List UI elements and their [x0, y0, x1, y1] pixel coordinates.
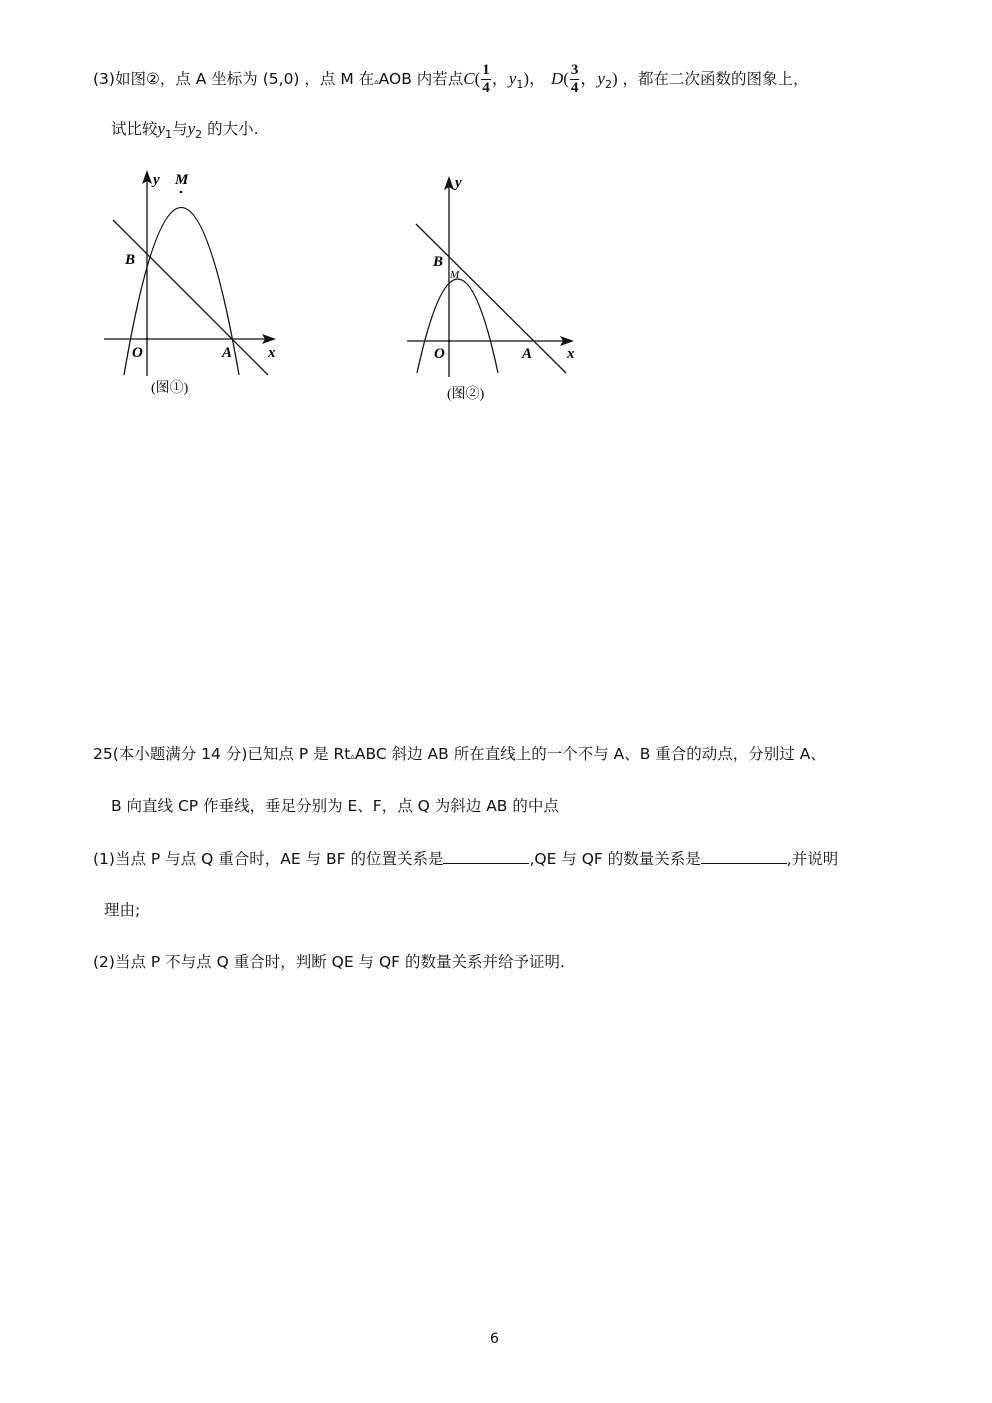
- point-d-y: y: [597, 69, 605, 88]
- label-a: A: [222, 345, 233, 361]
- question3-prefix: (3)如图②，点 A 坐标为 (5,0) ，点 M 在: [93, 70, 375, 88]
- y1-symbol: y: [157, 119, 166, 138]
- question3-suffix: ，都在二次函数的图象上，: [622, 70, 809, 88]
- label-y: y: [153, 172, 160, 188]
- label-m: M: [175, 172, 189, 188]
- part2: (2)当点 P 不与点 Q 重合时，判断 QE 与 QF 的数量关系并给予证明.: [93, 953, 565, 971]
- label-m: M: [450, 269, 460, 281]
- line2-suffix: 的大小.: [207, 120, 259, 138]
- q25-line2: B 向直线 CP 作垂线，垂足分别为 E、F，点 Q 为斜边 AB 的中点: [111, 797, 559, 815]
- y2-sub: 2: [195, 128, 203, 142]
- q25-line1-b: ABC 斜边 AB 所在直线上的一个不与 A、B 重合的动点，分别过 A、: [354, 745, 826, 763]
- figure-1-caption: (图①): [151, 381, 189, 396]
- line2-mid: 与: [172, 120, 188, 138]
- figure-1: [0, 0, 992, 420]
- answer-blank-position[interactable]: [443, 847, 529, 864]
- question25-part1: [93, 847, 838, 870]
- label-x: x: [268, 345, 276, 361]
- question25-line2: [111, 795, 559, 817]
- fraction-denominator: 4: [482, 80, 490, 96]
- label-x: x: [567, 346, 575, 362]
- part1-c: ,并说明: [786, 850, 839, 868]
- label-b: B: [433, 254, 444, 270]
- part1-line2: 理由;: [104, 901, 141, 919]
- point-o-dot: [146, 338, 149, 341]
- fraction-denominator: 4: [570, 80, 579, 96]
- point-m-dot: [180, 191, 183, 194]
- question3-after-triangle: AOB 内若点: [378, 70, 464, 88]
- question25-part1-line2: [104, 899, 140, 921]
- triangle-symbol: ▵: [350, 752, 355, 762]
- question25-part2: [93, 951, 565, 973]
- line2-prefix: 试比较: [111, 120, 158, 138]
- y2-symbol: y: [187, 119, 196, 138]
- point-d-label: D: [550, 69, 564, 88]
- fraction-numerator: 1: [482, 62, 490, 78]
- fraction-numerator: 3: [570, 62, 579, 78]
- question3-line1: (3)如图②，点 A 坐标为 (5,0) ，点 M 在▵AOB 内若点C( $\frac{1}{4}$ ，$y_1$)， D( $\frac{3}{4}$ ，$y_2$) ，都在二次函数的图象上，: [93, 62, 809, 96]
- point-c-label: C: [463, 69, 475, 88]
- point-d-y-sub: 2: [604, 78, 612, 92]
- label-b: B: [125, 252, 136, 268]
- page-number: 6: [490, 1331, 499, 1347]
- figure-2-caption: (图②): [447, 387, 485, 402]
- part1-a: (1)当点 P 与点 Q 重合时，AE 与 BF 的位置关系是: [93, 850, 444, 868]
- label-o: O: [132, 345, 143, 361]
- label-o: O: [434, 346, 445, 362]
- point-o-dot: [448, 340, 451, 343]
- point-c-y: y: [508, 69, 517, 88]
- q25-line1-a: 25(本小题满分 14 分)已知点 P 是 Rt: [93, 745, 351, 763]
- question25-line1: [93, 743, 826, 768]
- label-a: A: [522, 346, 533, 362]
- answer-blank-quantity[interactable]: [701, 847, 787, 864]
- part1-b: ,QE 与 QF 的数量关系是: [529, 850, 701, 868]
- y1-sub: 1: [165, 128, 173, 142]
- label-y: y: [455, 175, 462, 191]
- triangle-symbol: ▵: [374, 77, 379, 87]
- point-c-y-sub: 1: [516, 78, 524, 92]
